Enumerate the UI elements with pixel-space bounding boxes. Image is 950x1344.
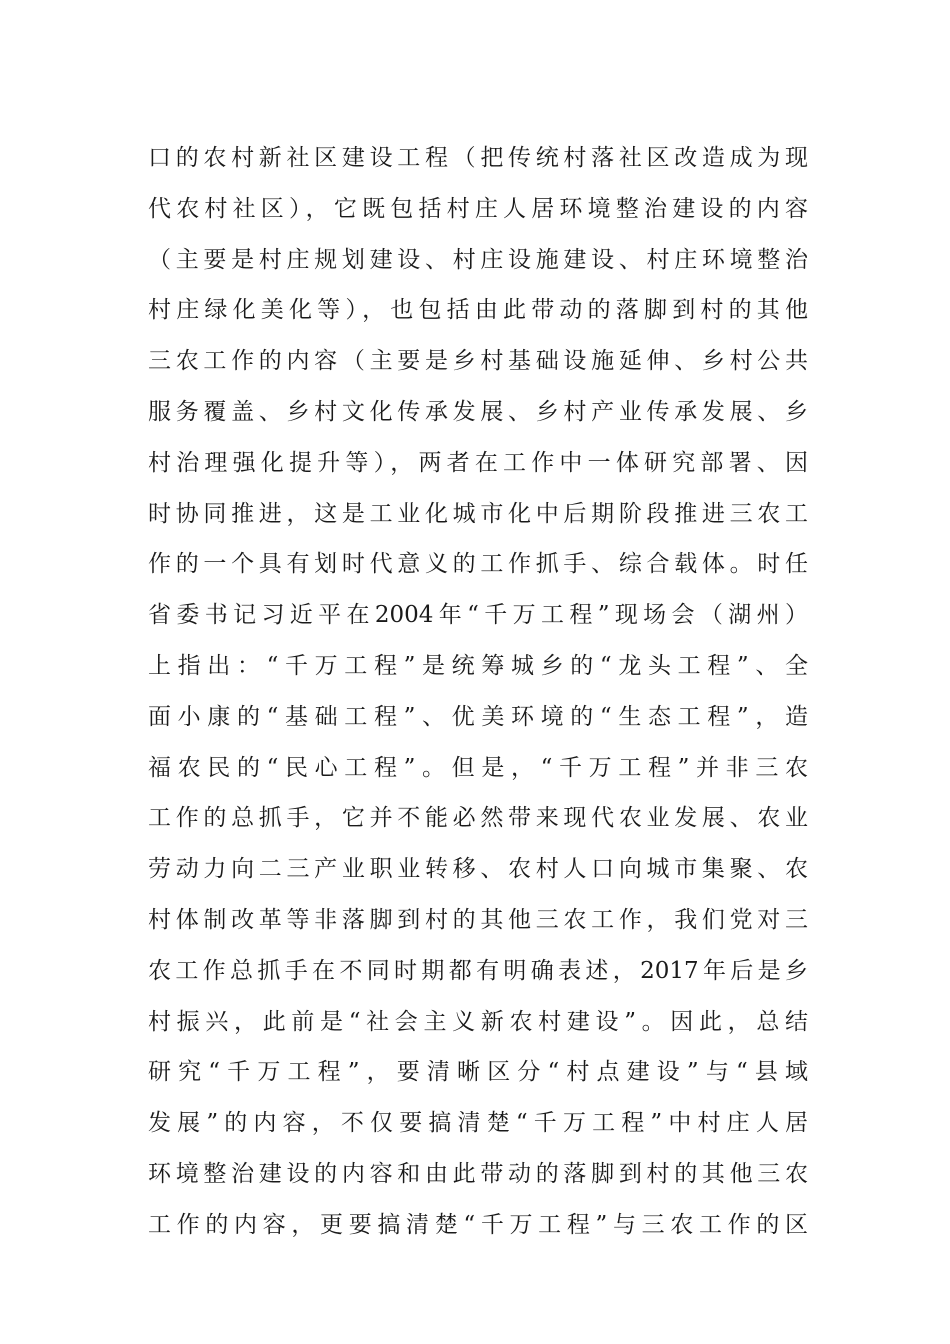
text-line: 省委书记习近平在2004年“千万工程”现场会（湖州） bbox=[148, 602, 808, 629]
text-line: 面小康的“基础工程”、优美环境的“生态工程”，造 bbox=[148, 703, 808, 730]
text-line: 村体制改革等非落脚到村的其他三农工作，我们党对三 bbox=[148, 906, 808, 933]
text-line: 作的一个具有划时代意义的工作抓手、综合载体。时任 bbox=[148, 551, 808, 578]
text-line: 村振兴，此前是“社会主义新农村建设”。因此，总结 bbox=[148, 1008, 808, 1035]
text-line: 服务覆盖、乡村文化传承发展、乡村产业传承发展、乡 bbox=[148, 398, 808, 425]
text-line: 农工作总抓手在不同时期都有明确表述，2017年后是乡 bbox=[148, 957, 808, 984]
text-line: 三农工作的内容（主要是乡村基础设施延伸、乡村公共 bbox=[148, 348, 808, 375]
body-paragraph bbox=[148, 133, 808, 1251]
text-line: 环境整治建设的内容和由此带动的落脚到村的其他三农 bbox=[148, 1160, 808, 1187]
text-line: 时协同推进，这是工业化城市化中后期阶段推进三农工 bbox=[148, 500, 808, 527]
text-line: 研究“千万工程”，要清晰区分“村点建设”与“县域 bbox=[148, 1059, 808, 1086]
text-line: 工作的总抓手，它并不能必然带来现代农业发展、农业 bbox=[148, 805, 808, 832]
text-line: 村治理强化提升等），两者在工作中一体研究部署、因 bbox=[148, 449, 808, 476]
text-line: 代农村社区），它既包括村庄人居环境整治建设的内容 bbox=[148, 195, 808, 222]
text-line: 村庄绿化美化等），也包括由此带动的落脚到村的其他 bbox=[148, 297, 808, 324]
text-line: 劳动力向二三产业职业转移、农村人口向城市集聚、农 bbox=[148, 856, 808, 883]
text-line: 福农民的“民心工程”。但是，“千万工程”并非三农 bbox=[148, 754, 808, 781]
text-line: 口的农村新社区建设工程（把传统村落社区改造成为现 bbox=[148, 145, 808, 171]
text-line: （主要是村庄规划建设、村庄设施建设、村庄环境整治 bbox=[148, 246, 808, 273]
text-line: 发展”的内容，不仅要搞清楚“千万工程”中村庄人居 bbox=[148, 1110, 808, 1137]
text-line: 上指出：“千万工程”是统筹城乡的“龙头工程”、全 bbox=[148, 652, 808, 679]
text-line: 工作的内容，更要搞清楚“千万工程”与三农工作的区 bbox=[148, 1211, 808, 1238]
